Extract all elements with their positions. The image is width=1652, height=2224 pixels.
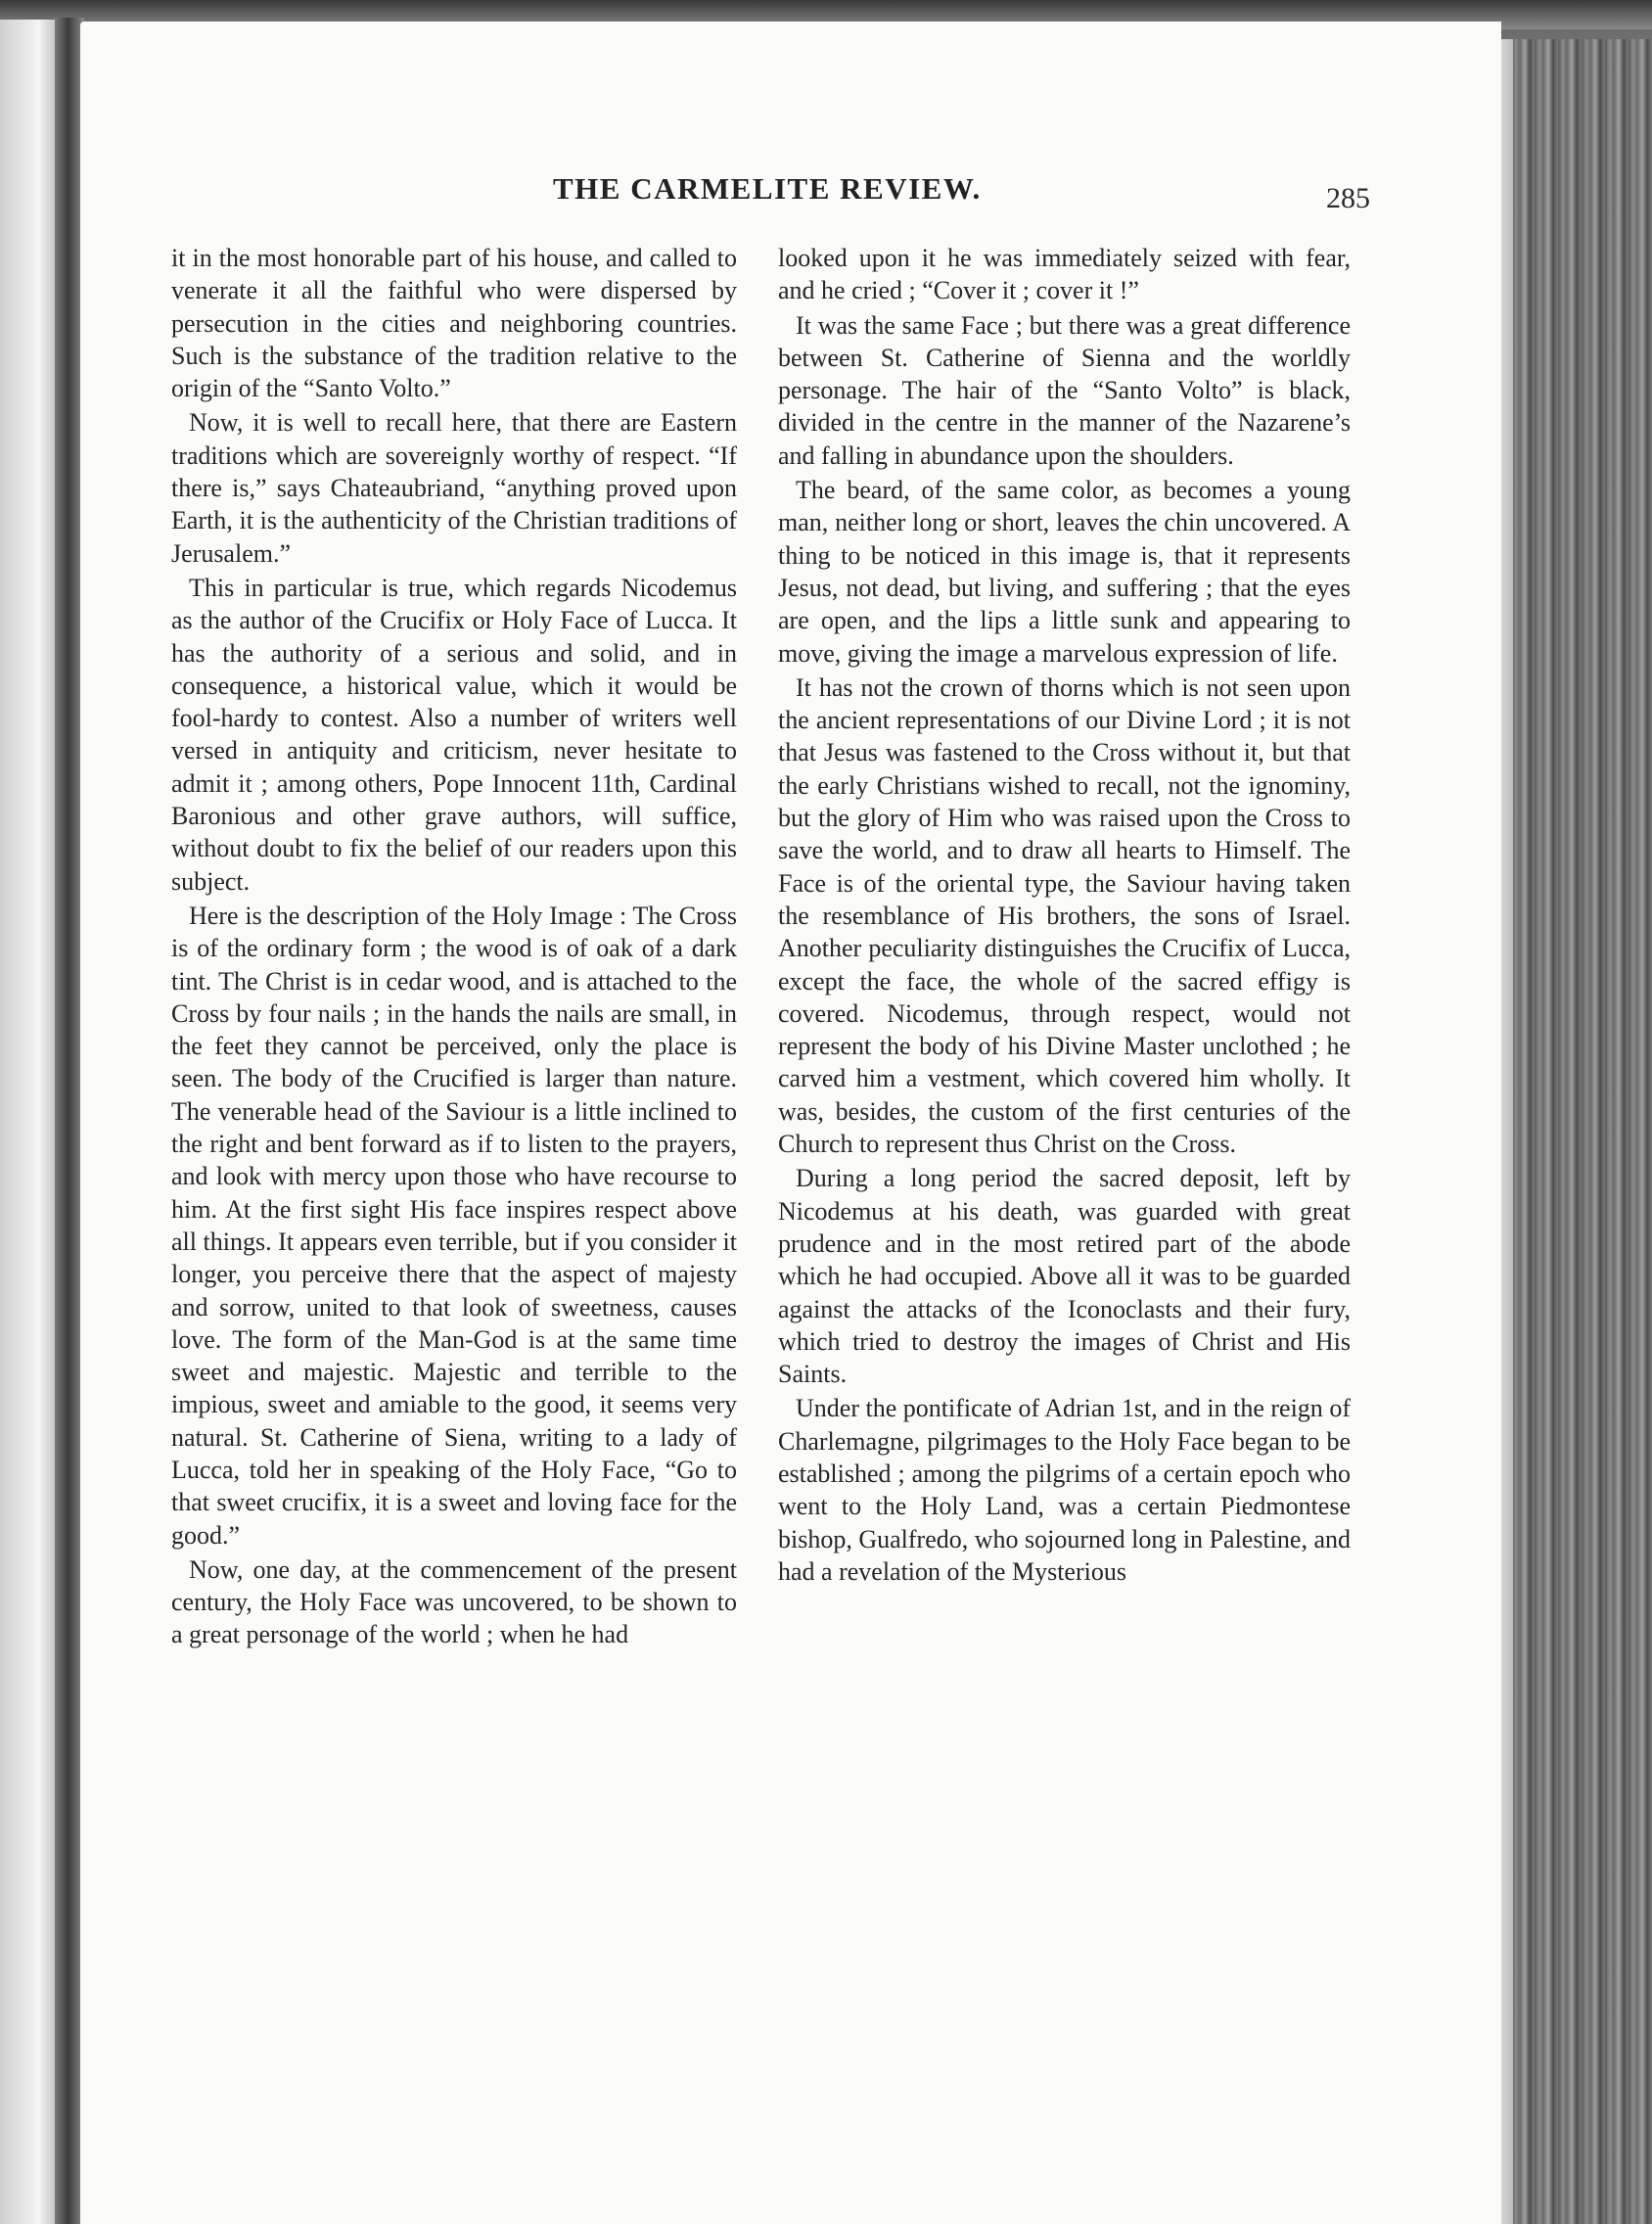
paragraph: Here is the description of the Holy Image : The Cross is of the ordinary form ; the wood is of oak of a dark tint. The Christ is in cedar wood, and is attached to the Cross by four nails ; in the hands the nails are small, in the feet they cannot be perceived, only the place is seen. The body of the Crucified is larger than nature. The venerable head of the Saviour is a little inclined to the right and bent forward as if to listen to the prayers, and look with mercy upon those who have recourse to him. At the first sight His face inspires respect above all things. It appears even terrible, but if you consider it longer, you perceive there that the aspect of majesty and sorrow, united to that look of sweetness, causes love. The form of the Man-God is at the same time sweet and majestic. Majestic and terrible to the impious, sweet and amiable to the good, it seems very natural. St. Catherine of Siena, writing to a lady of Lucca, told her in speaking of the Holy Face, “Go to that sweet crucifix, it is a sweet and loving face for the good.”: [171, 901, 737, 1550]
paragraph: This in particular is true, which regards Nicodemus as the author of the Crucifix or Holy Face of Lucca. It has the authority of a serious and solid, and in consequence, a historical value, which it would be fool-hardy to contest. Also a number of writers well versed in antiquity and criticism, never hesitate to admit it ; among others, Pope Innocent 11th, Cardinal Baronious and other grave authors, will suffice, without doubt to fix the belief of our readers upon this subject.: [171, 573, 737, 896]
running-title: THE CARMELITE REVIEW.: [553, 171, 982, 206]
paragraph: The beard, of the same color, as becomes a young man, neither long or short, leaves the chin uncovered. A thing to be noticed in this image is, that it represents Jesus, not dead, but living, and suffering ; that the eyes are open, and the lips a little sunk and appearing to move, giving the image a marvelous expression of life.: [778, 476, 1351, 668]
paragraph: It was the same Face ; but there was a great difference between St. Catherine of Sienna and the worldly personage. The hair of the “Santo Volto” is black, divided in the centre in the manner of the Nazarene’s and falling in abundance upon the shoulders.: [778, 310, 1351, 470]
paragraph: looked upon it he was immediately seized with fear, and he cried ; “Cover it ; cover it !”: [778, 244, 1351, 305]
paragraph: Now, one day, at the commencement of the present century, the Holy Face was uncovered, to be shown to a great personage of the world ; when he had: [171, 1554, 737, 1649]
paragraph: It has not the crown of thorns which is not seen upon the ancient representations of our Divine Lord ; it is not that Jesus was fastened to the Cross without it, but that the early Christians wished to recall, not the ignominy, but the glory of Him who was raised upon the Cross to save the world, and to draw all hearts to Himself. The Face is of the oriental type, the Saviour having taken the resemblance of His brothers, the sons of Israel. Another peculiarity distinguishes the Crucifix of Lucca, except the face, the whole of the sacred effigy is covered. Nicodemus, through respect, would not represent the body of his Divine Master unclothed ; he carved him a vestment, which covered him wholly. It was, besides, the custom of the first centuries of the Church to represent thus Christ on the Cross.: [778, 672, 1351, 1159]
left-text-column: [171, 242, 737, 1653]
paragraph: it in the most honorable part of his house, and called to venerate it all the faithful who were dispersed by persecution in the cities and neighboring countries. Such is the substance of the tradition relative to the origin of the “Santo Volto.”: [171, 244, 737, 403]
paragraph: Now, it is well to recall here, that there are Eastern traditions which are sovereignly worthy of respect. “If there is,” says Chateaubriand, “anything proved upon Earth, it is the authenticity of the Christian traditions of Jerusalem.”: [171, 408, 737, 568]
right-text-column: [778, 242, 1351, 1590]
paragraph: During a long period the sacred deposit, left by Nicodemus at his death, was guarded with great prudence and in the most retired part of the abode which he had occupied. Above all it was to be guarded against the attacks of the Iconoclasts and their fury, which tried to destroy the images of Christ and His Saints.: [778, 1164, 1351, 1389]
page-number: 285: [1326, 182, 1370, 214]
page-block-edges: [1488, 39, 1652, 2224]
paragraph: Under the pontificate of Adrian 1st, and in the reign of Charlemagne, pilgrimages to the Holy Face began to be established ; among the pilgrims of a certain epoch who went to the Holy Land, was a certain Piedmontese bishop, Gualfredo, who sojourned long in Palestine, and had a revelation of the Mysterious: [778, 1394, 1351, 1586]
